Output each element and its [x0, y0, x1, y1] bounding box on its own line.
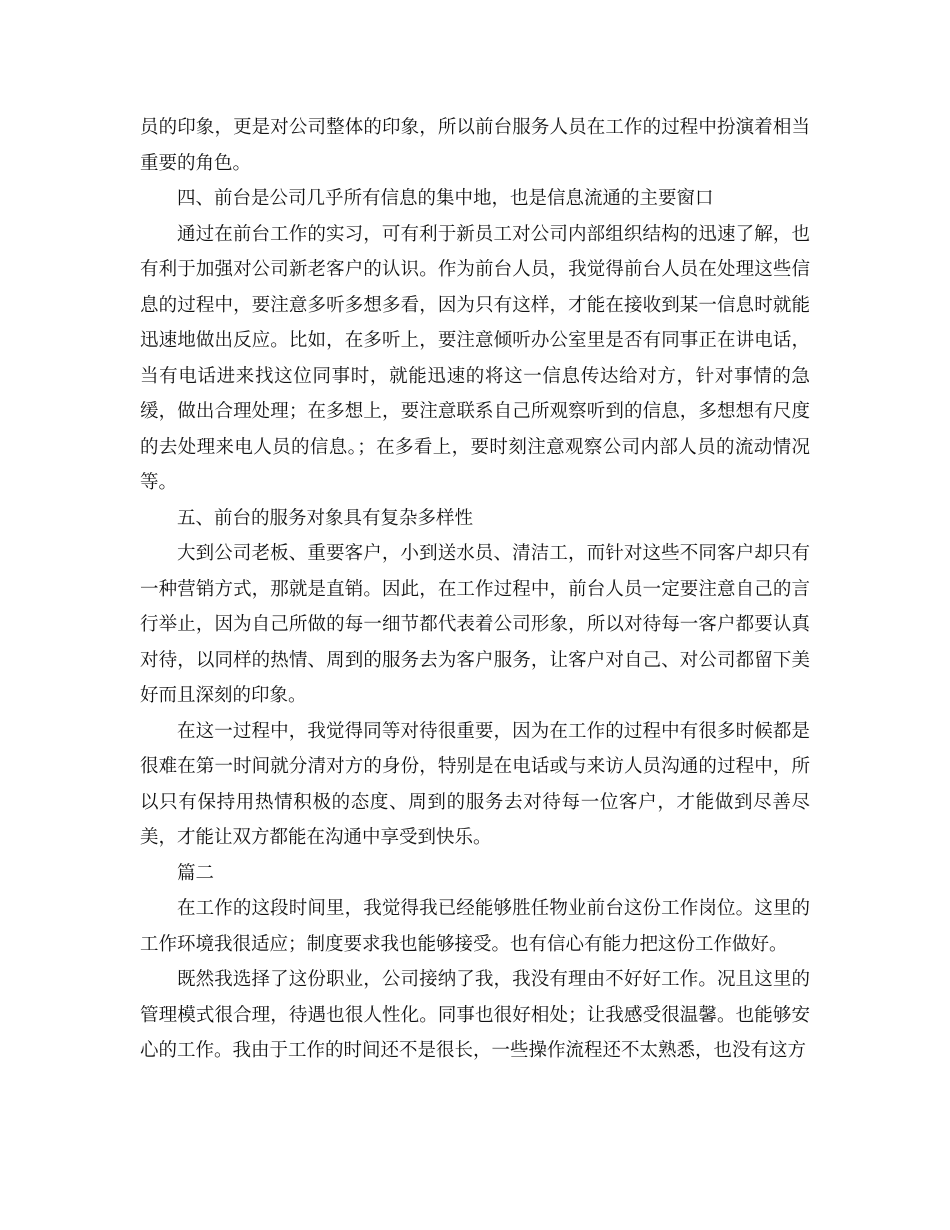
paragraph-continued: 员的印象，更是对公司整体的印象，所以前台服务人员在工作的过程中扮演着相当重要的角色。: [140, 117, 810, 174]
paragraph-career-choice: 既然我选择了这份职业，公司接纳了我，我没有理由不好好工作。况且这里的管理模式很合理，待遇也很人性化。同事也很好相处；让我感受很温馨。也能够安心的工作。我由于工作的时间还不是很长，一些操作流程还不太熟悉，也没有这方: [140, 969, 810, 1061]
paragraph-equal-treatment: 在这一过程中，我觉得同等对待很重要，因为在工作的过程中有很多时候都是很难在第一时间就分清对方的身份，特别是在电话或与来访人员沟通的过程中，所以只有保持用热情积极的态度、周到的服务去对待每一位客户，才能做到尽善尽美，才能让双方都能在沟通中享受到快乐。: [140, 720, 810, 848]
paragraph-front-desk-info: 通过在前台工作的实习，可有利于新员工对公司内部组织结构的迅速了解，也有利于加强对公司新老客户的认识。作为前台人员，我觉得前台人员在处理这些信息的过程中，要注意多听多想多看，因为只有这样，才能在接收到某一信息时就能迅速地做出反应。比如，在多听上，要注意倾听办公室里是否有同事正在讲电话，当有电话进来找这位同事时，就能迅速的将这一信息传达给对方，针对事情的急缓，做出合理处理；在多想上，要注意联系自己所观察听到的信息，多想想有尺度的去处理来电人员的信息。；在多看上，要时刻注意观察公司内部人员的流动情况等。: [140, 223, 810, 493]
paragraph-service-targets: 大到公司老板、重要客户，小到送水员、清洁工，而针对这些不同客户却只有一种营销方式，那就是直销。因此，在工作过程中，前台人员一定要注意自己的言行举止，因为自己所做的每一细节都代表着公司形象，所以对待每一客户都要认真对待，以同样的热情、周到的服务去为客户服务，让客户对自己、对公司都留下美好而且深刻的印象。: [140, 543, 810, 706]
document-page: [140, 110, 810, 1069]
section-heading-4: 四、前台是公司几乎所有信息的集中地，也是信息流通的主要窗口: [177, 188, 714, 209]
paragraph-job-adaptation: 在工作的这段时间里，我觉得我已经能够胜任物业前台这份工作岗位。这里的工作环境我很适应；制度要求我也能够接受。也有信心有能力把这份工作做好。: [140, 898, 810, 955]
section-heading-5: 五、前台的服务对象具有复杂多样性: [177, 507, 474, 529]
chapter-heading-part-two: 篇二: [177, 862, 215, 884]
